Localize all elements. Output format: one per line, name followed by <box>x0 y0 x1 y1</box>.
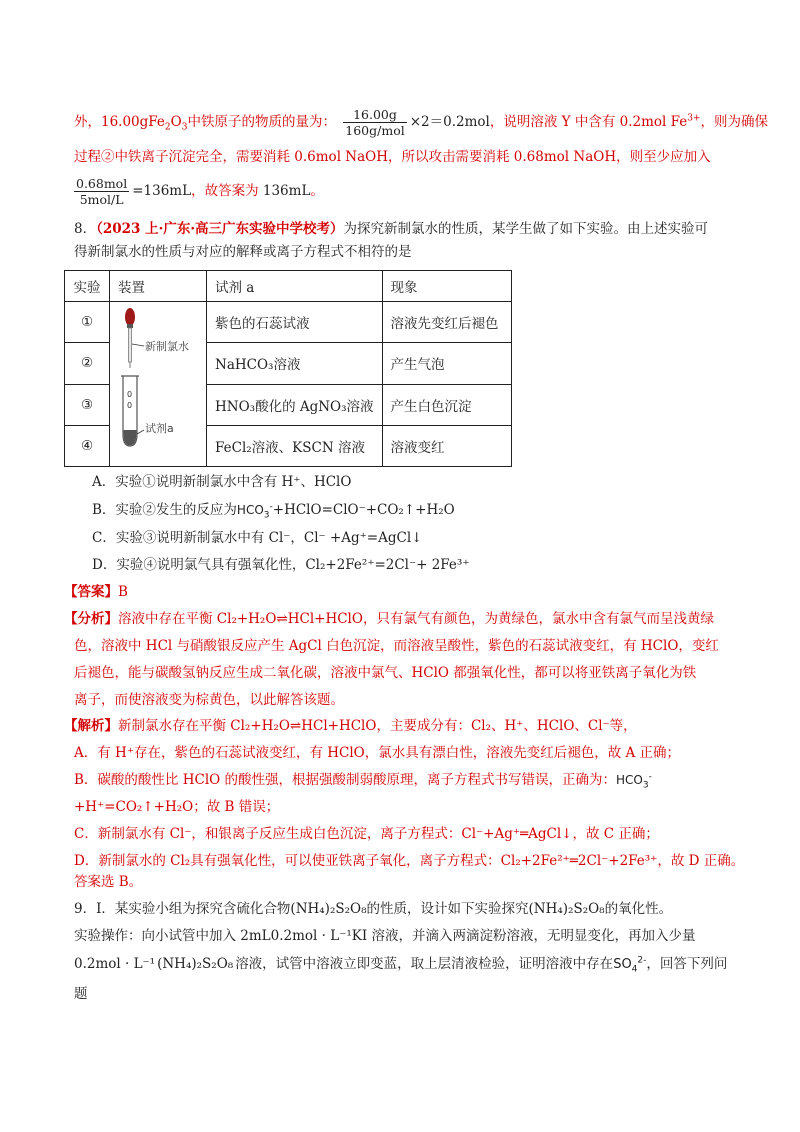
reagent-cell: HNO₃酸化的 AgNO₃溶液 <box>207 384 383 425</box>
reagent-cell: NaHCO₃溶液 <box>207 343 383 384</box>
row-number: ③ <box>65 384 110 425</box>
header-cell: 实验 <box>65 271 110 302</box>
explain-line-1: 【解析】新制氯水存在平衡 Cl₂+H₂O⇌HCl+HClO，主要成分有：Cl₂、H⁺、HClO、Cl⁻等， <box>64 718 637 734</box>
header-cell: 试剂 a <box>207 271 383 302</box>
answer-line: 【答案】B <box>64 584 128 600</box>
bicarbonate-ion: $HCO_3^-$ <box>616 772 652 791</box>
row-number: ① <box>65 302 110 343</box>
explain-end: 答案选 B。 <box>74 874 143 890</box>
row-number: ② <box>65 343 110 384</box>
question-9-line-2: 实验操作：向小试管中加入 2mL0.2mol · L⁻¹KI 溶液，并滴入两滴淀粉溶液，无明显变化，再加入少量 <box>74 928 696 944</box>
explain-c: C．新制氯水有 Cl⁻，和银离子反应生成白色沉淀，离子方程式：Cl⁻+Ag⁺═AgCl↓，故 C 正确； <box>74 826 659 842</box>
explain-a: A．有 H⁺存在，紫色的石蕊试液变红，有 HClO，氯水具有漂白性，溶液先变红后褪色，故 A 正确； <box>74 745 681 761</box>
reagent-cell: 紫色的石蕊试液 <box>207 302 383 343</box>
question-9-line-3: 0.2mol · L⁻¹ (NH₄)₂S₂O₈ 溶液，试管中溶液立即变蓝，取上层清液检验，证明溶液中存在$SO_4^{2-}$，回答下列问 <box>74 955 728 975</box>
question-8-line-1: 8．（2023 上·广东·高三广东实验中学校考）为探究新制氯水的性质，某学生做了如下实验。由上述实验可 <box>74 221 709 237</box>
fraction: $\frac{16.00g}{\text{160g/mol}}$ <box>345 107 405 138</box>
dropper-testtube-illustration <box>110 302 206 462</box>
explain-b-1: B．碳酸的酸性比 HClO 的酸性强，根据强酸制弱酸原理，离子方程式书写错误，正确为：$HCO_3^-$ <box>74 772 652 791</box>
table-header-row <box>65 271 512 302</box>
bubble-mark: 0 <box>127 401 133 410</box>
sulfate-ion: $SO_4^{2-}$ <box>613 955 647 975</box>
phenomenon-cell: 产生白色沉淀 <box>382 384 511 425</box>
row-number: ④ <box>65 425 110 466</box>
explain-d: D．新制氯水的 Cl₂具有强氧化性，可以使亚铁离子氧化，离子方程式：Cl₂+2Fe²⁺═2Cl⁻+2Fe³⁺，故 D 正确。 <box>74 853 745 869</box>
label-reagent-a: 试剂a <box>145 422 174 435</box>
apparatus-cell <box>110 302 207 467</box>
analysis-line-1: 【分析】溶液中存在平衡 Cl₂+H₂O⇌HCl+HClO，只有氯气有颜色，为黄绿色，氯水中含有氯气而呈浅黄绿 <box>64 611 714 627</box>
label-new-chlorine-water: 新制氯水 <box>145 340 189 353</box>
question-8-line-2: 得新制氯水的性质与对应的解释或离子方程式不相符的是 <box>74 244 412 260</box>
bubble-mark: 0 <box>127 390 133 399</box>
explain-b-2: +H⁺=CO₂↑+H₂O；故 B 错误； <box>74 799 280 815</box>
phenomenon-cell: 产生气泡 <box>382 343 511 384</box>
fraction: $\frac{\text{0.68mol}}{\text{5mol/L}}$ <box>76 176 128 207</box>
question-9-line-4: 题 <box>74 986 88 1002</box>
analysis-line-4: 离子，而使溶液变为棕黄色，以此解答该题。 <box>74 692 344 708</box>
solution-line-1: 外，$16.00gFe_2O_3$中铁原子的物质的量为： $\frac{16.00g}{\text{160g/mol}}$ ×2＝0.2mol，说明溶液 Y 中含有 0.2mol $Fe^{3+}$，则为确保 <box>74 107 769 138</box>
table-row <box>65 302 512 343</box>
solution-line-3: $\frac{\text{0.68mol}}{\text{5mol/L}}$ =136mL，故答案为 136mL。 <box>76 176 324 207</box>
option-d: D．实验④说明氯气具有强氧化性，Cl₂+2Fe²⁺=2Cl⁻+ 2Fe³⁺ <box>92 557 470 573</box>
option-c: C．实验③说明新制氯水中有 Cl⁻，Cl⁻ +Ag⁺=AgCl↓ <box>92 530 423 546</box>
option-a: A．实验①说明新制氯水中含有 H⁺、HClO <box>92 474 352 490</box>
analysis-line-3: 后褪色，能与碳酸氢钠反应生成二氧化碳，溶液中氯气、HClO 都强氧化性，都可以将亚铁离子氧化为铁 <box>74 665 697 681</box>
header-cell: 装置 <box>110 271 207 302</box>
reagent-cell: FeCl₂溶液、KSCN 溶液 <box>207 425 383 466</box>
option-b: B．实验②发生的反应为$HCO_3^-+HClO=ClO^-+CO_2↑+H_2O$ <box>92 502 455 521</box>
phenomenon-cell: 溶液变红 <box>382 425 511 466</box>
phenomenon-cell: 溶液先变红后褪色 <box>382 302 511 343</box>
header-cell: 现象 <box>382 271 511 302</box>
analysis-line-2: 色，溶液中 HCl 与硝酸银反应产生 AgCl 白色沉淀，而溶液呈酸性，紫色的石蕊试液变红，有 HClO，变红 <box>74 638 719 654</box>
question-9-line-1: 9．Ⅰ．某实验小组为探究含硫化合物(NH₄)₂S₂O₈的性质，设计如下实验探究(NH₄)₂S₂O₈的氧化性。 <box>74 901 673 917</box>
bicarbonate-ion: $HCO_3^-$ <box>236 502 273 521</box>
experiment-table <box>64 270 512 467</box>
solution-line-2: 过程②中铁离子沉淀完全，需要消耗 0.6mol NaOH，所以攻击需要消耗 0.68mol NaOH，则至少应加入 <box>74 149 711 165</box>
